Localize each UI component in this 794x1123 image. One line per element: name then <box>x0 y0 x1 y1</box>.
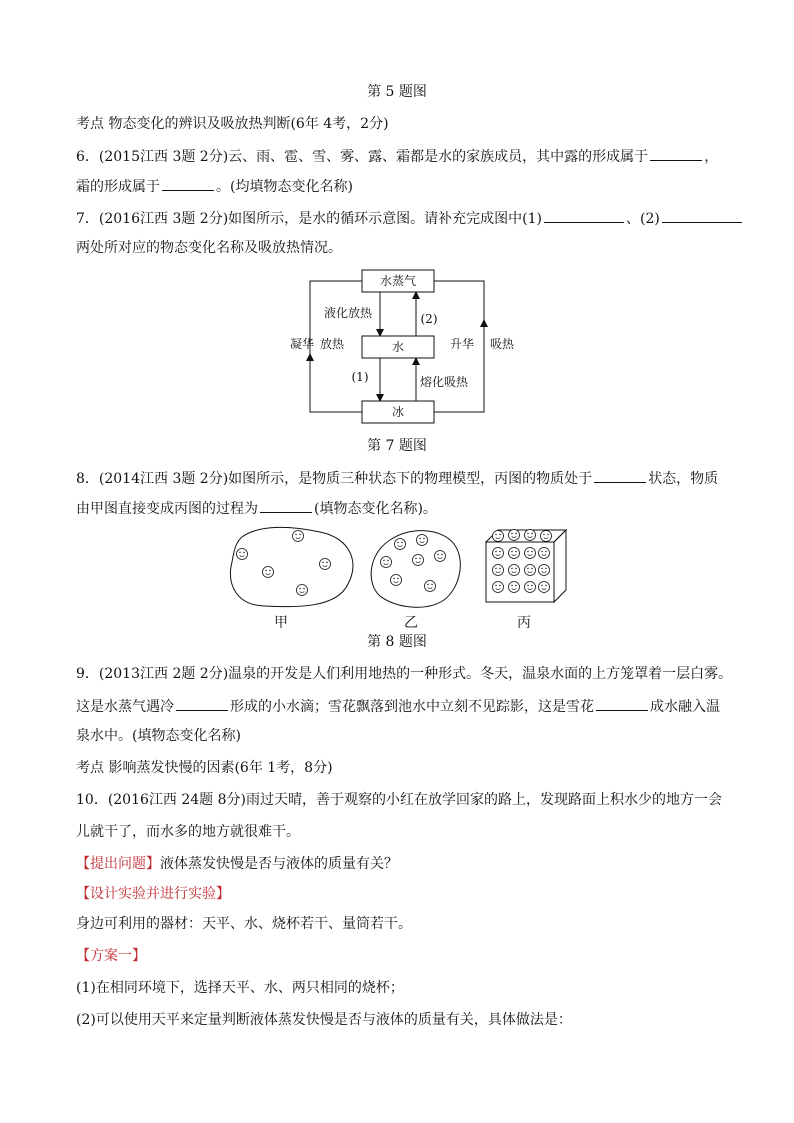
label-yi: 乙 <box>404 615 418 631</box>
label-vapor: 水蒸气 <box>379 274 417 288</box>
ask-label: 【提出问题】 <box>76 856 160 872</box>
label-water: 水 <box>391 340 405 354</box>
question-7-line-1: 7．(2016江西 3题 2分)如图所示，是水的循环示意图。请补充完成图中(1) 、(2) <box>76 208 744 229</box>
label-desublimate: 凝华 <box>290 337 315 351</box>
topic-heading-1: 考点 物态变化的辨识及吸放热判断(6年 4考，2分) <box>76 116 389 132</box>
answer-blank[interactable] <box>650 146 702 161</box>
liquid-model <box>371 531 460 608</box>
label-2: (2) <box>420 312 438 326</box>
step-1: (1)在相同环境下，选择天平、水、两只相同的烧杯； <box>76 980 404 996</box>
label-jia: 甲 <box>274 615 288 631</box>
question-6-line-2: 霜的形成属于 。(均填物态变化名称) <box>76 176 353 197</box>
label-melt: 熔化吸热 <box>419 375 469 389</box>
label-release: 放热 <box>320 337 345 351</box>
answer-blank[interactable] <box>596 696 648 711</box>
label-1: (1) <box>351 370 369 384</box>
design-label: 【设计实验并进行实验】 <box>76 886 230 902</box>
question-9-line-3: 泉水中。(填物态变化名称) <box>76 728 241 744</box>
label-bing: 丙 <box>517 615 531 631</box>
answer-blank[interactable] <box>176 696 228 711</box>
answer-blank[interactable] <box>162 176 214 191</box>
ask-question: 【提出问题】液体蒸发快慢是否与液体的质量有关？ <box>76 856 398 872</box>
answer-blank[interactable] <box>662 208 742 223</box>
question-6-line-1: 6．(2015江西 3题 2分)云、雨、雹、雪、雾、露、霜都是水的家族成员，其中露的形成属于 ， <box>76 146 718 167</box>
label-sublimate: 升华 <box>450 337 475 351</box>
question-9-line-1: 9．(2013江西 2题 2分)温泉的开发是人们利用地热的一种形式。冬天，温泉水面的上方笼罩着一层白雾。 <box>76 666 733 682</box>
question-10-line-1: 10．(2016江西 24题 8分)雨过天晴，善于观察的小红在放学回家的路上，发现路面上积水少的地方一会 <box>76 792 722 808</box>
water-cycle-diagram <box>280 264 520 432</box>
gas-model <box>230 527 352 606</box>
fig8-caption: 第 8 题图 <box>367 634 427 650</box>
label-absorb: 吸热 <box>490 337 515 351</box>
plan-label: 【方案一】 <box>76 948 146 964</box>
equipment-line: 身边可利用的器材：天平、水、烧杯若干、量筒若干。 <box>76 916 412 932</box>
question-10-line-2: 儿就干了，而水多的地方就很难干。 <box>76 824 300 840</box>
answer-blank[interactable] <box>544 208 624 223</box>
question-7-line-2: 两处所对应的物态变化名称及吸放热情况。 <box>76 240 342 256</box>
step-2: (2)可以使用天平来定量判断液体蒸发快慢是否与液体的质量有关，具体做法是： <box>76 1012 572 1028</box>
fig5-caption: 第 5 题图 <box>367 84 427 100</box>
label-liquefy: 液化放热 <box>323 306 373 320</box>
label-ice: 冰 <box>391 405 405 419</box>
fig7-caption: 第 7 题图 <box>367 438 427 454</box>
answer-blank[interactable] <box>260 498 312 513</box>
answer-blank[interactable] <box>594 468 646 483</box>
solid-model <box>486 530 566 603</box>
question-8-line-1: 8．(2014江西 3题 2分)如图所示，是物质三种状态下的物理模型，丙图的物质处于 状态，物质 <box>76 468 718 489</box>
topic-heading-2: 考点 影响蒸发快慢的因素(6年 1考，8分) <box>76 760 333 776</box>
question-8-line-2: 由甲图直接变成丙图的过程为 (填物态变化名称)。 <box>76 498 437 519</box>
question-9-line-2: 这是水蒸气遇冷 形成的小水滴；雪花飘落到池水中立刻不见踪影，这是雪花 成水融入温 <box>76 696 720 717</box>
